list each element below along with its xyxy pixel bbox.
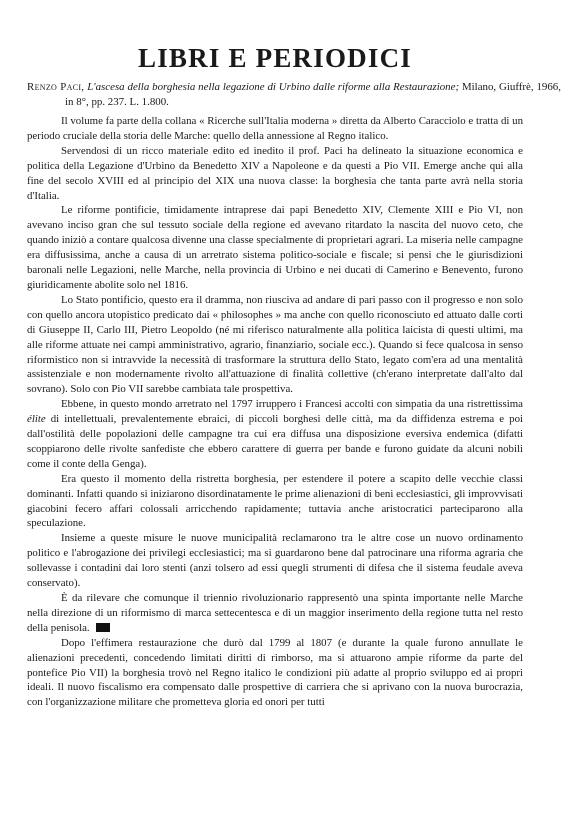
paragraph (27, 397, 523, 472)
review-book-title: L'ascesa della borghesia nella legazione di Urbino dalle riforme alla Restaurazione; (87, 81, 460, 93)
section-title: LIBRI E PERIODICI (138, 43, 412, 74)
paragraph-text: di intellettuali, prevalentemente ebraici, di piccoli borghesi delle città, ma da diffidenza estrema e poi dall'ostilità delle popolazioni delle campagne tra cui era diffusa una disposizione eversiva endemica (difatti scoppiarono delle rivolte sanfediste che ebbero carattere di guerra per bande e furono guidate da alcuni nobili come il conte della Genga). (27, 413, 523, 470)
review-publication: Milano, Giuffrè, 1966, in 8°, pp. 237. L. 1.800. (65, 81, 561, 108)
paragraph-text: È da rilevare che comunque il triennio rivoluzionario rappresentò una spinta importante nelle Marche nella direzione di un riformismo di marca settecentesca e di un maggior inserimento della regione tutta nel resto della penisola. (27, 592, 523, 634)
review-author: Renzo Paci, (27, 81, 85, 93)
paragraph: Il volume fa parte della collana « Ricerche sull'Italia moderna » diretta da Alberto Caracciolo e tratta di un periodo cruciale della storia delle Marche: quello della annessione al Regno italico. (27, 115, 523, 142)
paragraph: Le riforme pontificie, timidamente intraprese dai papi Benedetto XIV, Clemente XIII e Pio VI, non avevano inciso gran che sul tessuto sociale della regione ed avevano ritardato la nascita del nuovo ceto, che quando iniziò a contare qualcosa divenne una classe specialmente di proprietari agrari. La miseria nelle campagne era diffusissima, anche a causa di un arretrato sistema politico-sociale e fiscale; si pensi che le giurisdizioni baronali nelle Legazioni, nelle Marche, nella provincia di Urbino e nei ducati di Camerino e Benevento, furono giuridicamente abolite solo nel 1816. (27, 204, 523, 291)
review-citation (27, 80, 561, 110)
paragraph-text: Ebbene, in questo mondo arretrato nel 1797 irruppero i Francesi accolti con simpatia da una ristrettissima (61, 398, 523, 411)
ink-mark (96, 623, 110, 632)
paragraph (27, 591, 523, 636)
paragraph: Insieme a queste misure le nuove municipalità reclamarono tra le altre cose un nuovo ordinamento politico e l'abrogazione dei privilegi ecclesiastici; ma si guardarono bene dal patrocinare una riforma agraria che sollevasse i contadini dai loro stenti (anzi tolsero ad essi quegli strumenti di difesa che il sistema feudale aveva conservato). (27, 532, 523, 590)
paragraph: Dopo l'effimera restaurazione che durò dal 1799 al 1807 (e durante la quale furono annullate le alienazioni precedenti, concedendo limitati diritti di rimborso, ma si attuarono ampie riforme da parte del pontefice Pio VII) la borghesia trovò nel Regno italico le condizioni più adatte al proprio sviluppo ed ai propri ideali. Il nuovo fiscalismo era compensato dalle prospettive di carriera che si aprivano con la nuova burocrazia, con l'organizzazione militare che prometteva gloria ed onori per tutti (27, 636, 523, 709)
review-body (27, 114, 523, 710)
paragraph: Era questo il momento della ristretta borghesia, per estendere il potere a scapito delle vecchie classi dominanti. Infatti quando si iniziarono disordinatamente le prime alienazioni di beni ecclesiastici, gli improvvisati giacobini fecero affari colossali arricchendo rapidamente; tuttavia anche aristocratici parteciparono alla speculazione. (27, 472, 523, 530)
italic-term: élite (27, 413, 46, 426)
paragraph: Servendosi di un ricco materiale edito ed inedito il prof. Paci ha delineato la situazione economica e politica della Legazione d'Urbino da Benedetto XIV a Napoleone e da questi a Pio VII. Emerge anche qui alla fine del secolo XVIII ed al principio del XIX una nuova classe: la borghesia che tanta parte avrà nella storia d'Italia. (27, 144, 523, 202)
paragraph: Lo Stato pontificio, questo era il dramma, non riusciva ad andare di pari passo con il progresso e non solo con quello ancora utopistico predicato dai « philosophes » ma anche con quello riconosciuto ed attuato dalle corti di Giuseppe II, Carlo III, Pietro Leopoldo (né mi riferisco naturalmente alla politica laicista di questi ultimi, ma alle riforme attuate nei campi amministrativo, agrario, finanziario, sociale ecc.). Quando si fece qualcosa in senso riformistico non si intravvide la necessità di trasformare la struttura dello Stato, legato com'era ad una mentalità assistenziale e non modernamente rivolto all'attuazione di finalità collettive (ch'erano interpretate dall'alto dal sovrano). Solo con Pio VII sarebbe cambiata tale prospettiva. (27, 293, 523, 396)
